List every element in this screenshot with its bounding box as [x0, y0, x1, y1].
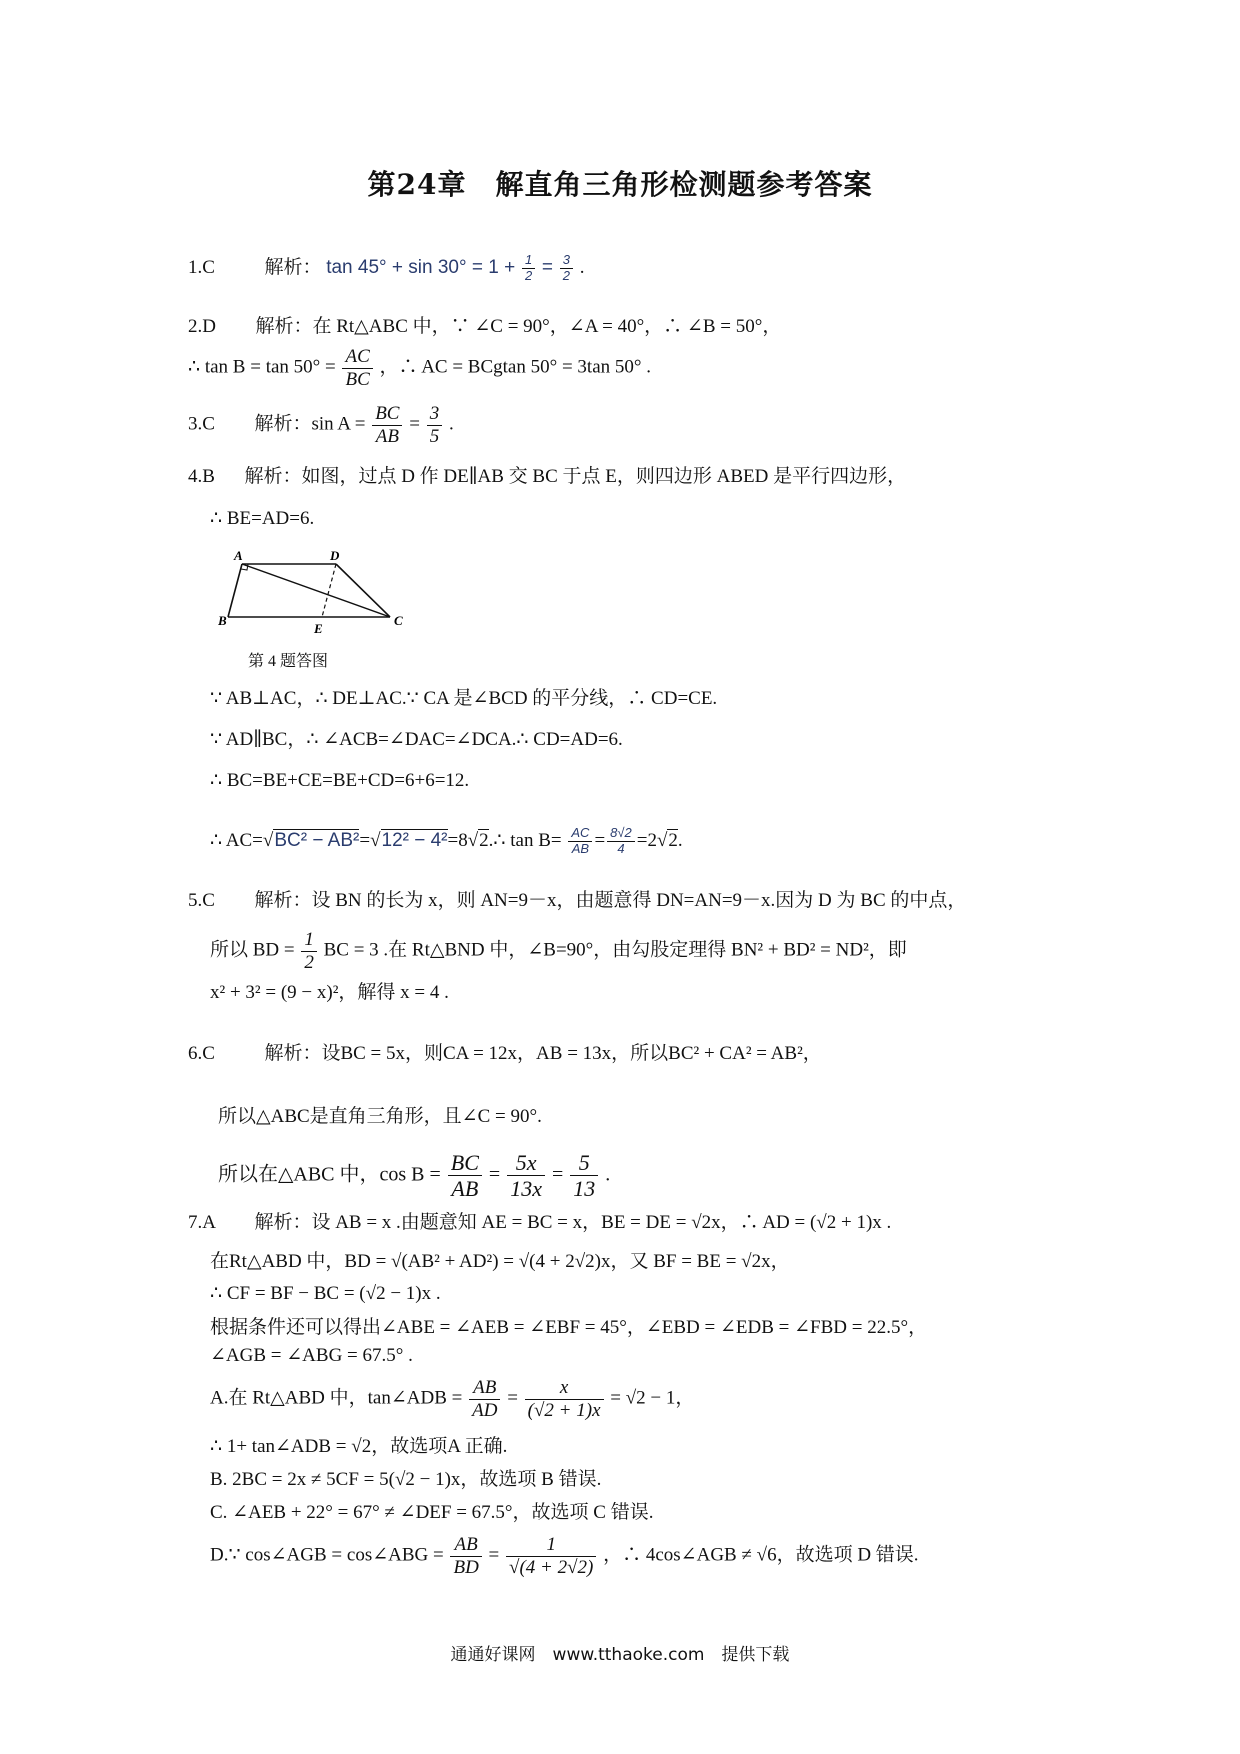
- q6-frac-2: $\frac{5x}{13x}$: [507, 1150, 545, 1202]
- q7-line-1: [188, 1212, 891, 1235]
- q7-frac-4: $\frac{1}{√(4 + 2√2)}$: [506, 1534, 596, 1579]
- fig-label-a: A: [234, 548, 243, 563]
- footer-credit: 通通好课网 www.tthaoke.com 提供下载: [450, 1645, 790, 1665]
- q3-eq: =: [409, 413, 420, 435]
- q2-text-2b: ，∴ AC = BCgtan 50° = 3tan 50° .: [379, 356, 651, 378]
- q4-text-6a: ∴ AC=: [210, 829, 263, 851]
- q6-frac-3: $\frac{5}{13}$: [570, 1150, 598, 1202]
- q6-eq-1: =: [488, 1163, 501, 1186]
- q4-text-6f: .: [677, 829, 683, 851]
- q6-line-3: [218, 1150, 610, 1202]
- q1-frac-1: $\frac{1}{2}$: [522, 253, 535, 284]
- q4-frac-2: $\frac{8√2}{4}$: [607, 826, 635, 857]
- fig-edge-ab: [228, 564, 242, 617]
- q4-sqrt-4: 2: [668, 829, 678, 851]
- q7-line-4: 根据条件还可以得出∠ABE = ∠AEB = ∠EBF = 45°，∠EBD = ∠EDB = ∠FBD = 22.5°，: [210, 1317, 928, 1338]
- q7-label: 7.A: [188, 1212, 215, 1233]
- q3-text: 解析：sin A =: [254, 413, 366, 435]
- q4-label: 4.B: [188, 466, 215, 487]
- q7-text-1: 解析：设 AB = x .由题意知 AE = BC = x，BE = DE = √2x，∴ AD = (√2 + 1)x .: [254, 1212, 892, 1233]
- q6-label: 6.C: [188, 1043, 215, 1064]
- q2-line-2: [188, 346, 651, 391]
- q4-line-5: ∴ BC=BE+CE=BE+CD=6+6=12.: [210, 770, 470, 791]
- fig-label-c: C: [394, 613, 403, 628]
- q6-line-1: [188, 1043, 822, 1066]
- q2-line-1: [188, 316, 781, 339]
- q4-text-6e: =2: [636, 829, 657, 851]
- q1-line: [188, 253, 585, 284]
- q7-line-2: 在Rt△ABD 中，BD = √(AB² + AD²) = √(4 + 2√2)x，又 BF = BE = √2x，: [210, 1251, 790, 1272]
- fig-edge-dc: [336, 564, 390, 617]
- q4-line-3: ∵ AB⊥AC，∴ DE⊥AC.∵ CA 是∠BCD 的平分线，∴ CD=CE.: [210, 688, 718, 709]
- q7-line-5: ∠AGB = ∠ABG = 67.5° .: [210, 1345, 413, 1366]
- q3-line: [188, 403, 454, 448]
- fig-label-d: D: [330, 548, 340, 563]
- q4-line-4: ∵ AD∥BC，∴ ∠ACB=∠DAC=∠DCA.∴ CD=AD=6.: [210, 729, 623, 750]
- q5-label: 5.C: [188, 890, 215, 911]
- q4-line-6: ∴ AC=√BC² − AB²=√12² − 4²=8√2.∴ tan B= $\frac{AC}{AB}$ = $\frac{8√2}{4}$ =2√2.: [210, 825, 683, 856]
- q5-text-2b: BC = 3 .在 Rt△BND 中，∠B=90°，由勾股定理得 BN² + BD² = ND²，即: [323, 939, 907, 961]
- q6-end: .: [605, 1163, 611, 1186]
- q4-text-6c: =8: [447, 829, 468, 851]
- q7-text-6a: A.在 Rt△ABD 中，tan∠ADB =: [210, 1387, 463, 1409]
- q6-eq-2: =: [551, 1163, 564, 1186]
- q5-text-2a: 所以 BD =: [210, 939, 295, 961]
- q4-eq: =: [594, 829, 606, 851]
- q1-expr: tan 45° + sin 30° = 1 +: [326, 256, 516, 278]
- q3-end: .: [448, 413, 454, 435]
- q7-eq: =: [507, 1387, 518, 1409]
- fig-diagonal-ac: [242, 564, 390, 617]
- q6-line-2: 所以△ABC是直角三角形，且∠C = 90°.: [218, 1106, 542, 1127]
- q4-line-1: [188, 466, 906, 489]
- q1-label: 1.C: [188, 256, 215, 278]
- fig-label-e: E: [314, 621, 323, 635]
- q7-text-6b: = √2 − 1，: [610, 1387, 695, 1409]
- q1-eq: =: [541, 256, 554, 278]
- q4-text-6b: =: [359, 829, 371, 851]
- q4-text-1: 解析：如图，过点 D 作 DE∥AB 交 BC 于点 E，则四边形 ABED 是平行四边形，: [244, 466, 907, 487]
- fig-label-b: B: [218, 613, 227, 628]
- q6-text-1: 解析：设BC = 5x，则CA = 12x，AB = 13x，所以BC² + CA² = AB²，: [264, 1043, 822, 1064]
- q5-line-1: [188, 890, 966, 913]
- q3-label: 3.C: [188, 413, 215, 435]
- q4-sqrt-2: 12² − 4²: [381, 829, 448, 851]
- q2-text-1: 解析：在 Rt△ABC 中，∵ ∠C = 90°，∠A = 40°，∴ ∠B = 50°，: [255, 316, 782, 337]
- q4-figure-caption: 第 4 题答图: [248, 653, 329, 670]
- q4-line-2: ∴ BE=AD=6.: [210, 508, 315, 529]
- q7-line-8: B. 2BC = 2x ≠ 5CF = 5(√2 − 1)x，故选项 B 错误.: [210, 1469, 602, 1490]
- q1-prefix: 解析：: [264, 256, 322, 278]
- q7-frac-1: $\frac{AB}{AD}$: [469, 1377, 500, 1422]
- q2-text-2a: ∴ tan B = tan 50° =: [188, 356, 336, 378]
- q7-text-10b: ，∴ 4cos∠AGB ≠ √6，故选项 D 错误.: [603, 1544, 919, 1566]
- q6-frac-1: $\frac{BC}{AB}$: [448, 1150, 482, 1202]
- q7-line-9: C. ∠AEB + 22° = 67° ≠ ∠DEF = 67.5°，故选项 C 错误.: [210, 1502, 654, 1523]
- q7-line-6: [210, 1377, 694, 1422]
- q4-figure: [218, 545, 418, 635]
- fig-dashed-de: [322, 564, 336, 617]
- q7-line-7: ∴ 1+ tan∠ADB = √2，故选项A 正确.: [210, 1436, 508, 1457]
- q6-text-3a: 所以在△ABC 中，cos B =: [218, 1163, 441, 1186]
- page-title: 第24章 解直角三角形检测题参考答案: [367, 168, 873, 201]
- q5-text-1: 解析：设 BN 的长为 x，则 AN=9－x，由题意得 DN=AN=9－x.因为 D 为 BC 的中点，: [254, 890, 967, 911]
- q7-frac-2: $\frac{x}{(√2 + 1)x}$: [525, 1377, 604, 1422]
- q7-line-10: [210, 1534, 919, 1579]
- q7-eq-2: =: [488, 1544, 500, 1566]
- q7-line-3: ∴ CF = BF − BC = (√2 − 1)x .: [210, 1283, 441, 1304]
- q1-frac-2: $\frac{3}{2}$: [560, 253, 573, 284]
- q4-frac-1: $\frac{AC}{AB}$: [568, 826, 592, 857]
- q5-line-3: x² + 3² = (9 − x)²，解得 x = 4 .: [210, 982, 449, 1003]
- q2-label: 2.D: [188, 316, 216, 337]
- q4-text-6d: .∴ tan B=: [488, 829, 562, 851]
- q4-sqrt-3: 2: [479, 829, 489, 851]
- q3-frac-1: $\frac{BC}{AB}$: [372, 403, 402, 448]
- q7-text-10a: D.∵ cos∠AGB = cos∠ABG =: [210, 1544, 444, 1566]
- q2-frac: $\frac{AC}{BC}$: [342, 346, 372, 391]
- q7-frac-3: $\frac{AB}{BD}$: [450, 1534, 481, 1579]
- q3-frac-2: $\frac{3}{5}$: [427, 403, 443, 448]
- q5-frac: $\frac{1}{2}$: [301, 929, 317, 974]
- q4-sqrt-1: BC² − AB²: [274, 829, 360, 851]
- q1-end: .: [579, 256, 585, 278]
- q5-line-2: [210, 929, 907, 974]
